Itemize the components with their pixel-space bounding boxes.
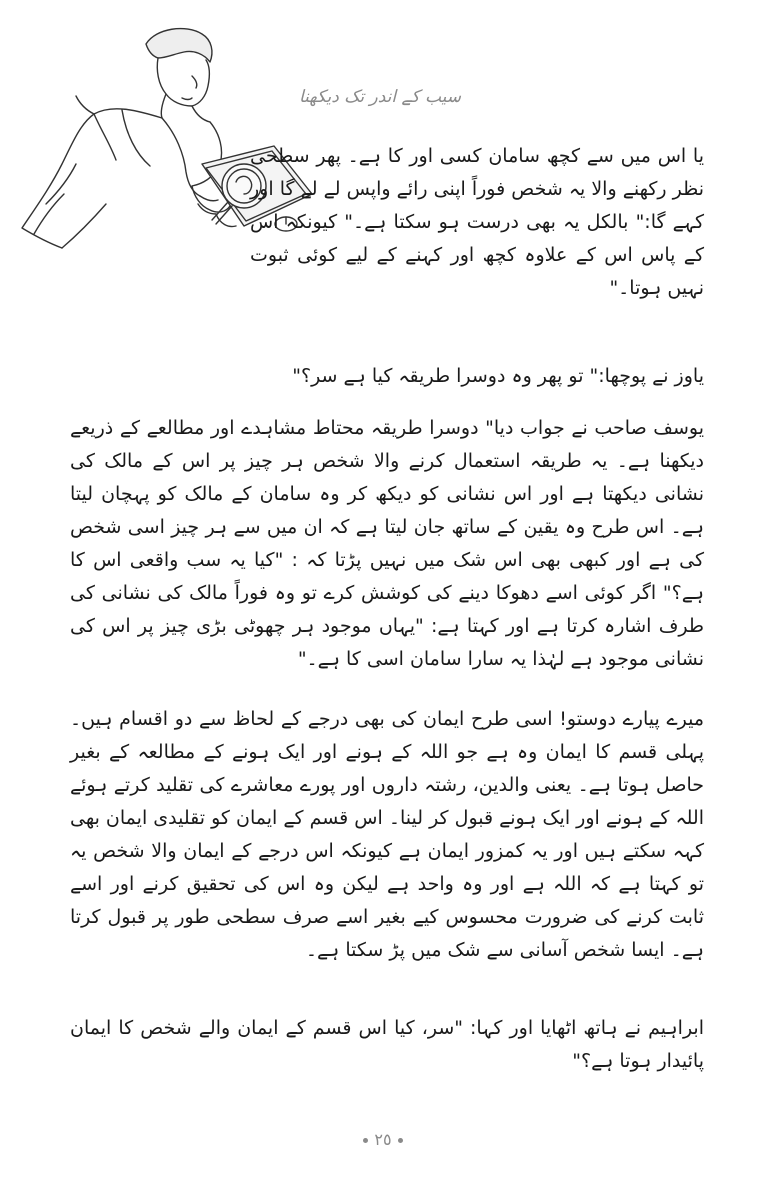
- page-number-value: ٢٥: [374, 1130, 392, 1149]
- paragraph-1: یا اس میں سے کچھ سامان کسی اور کا ہے۔ پھر سطحی نظر رکھنے والا یہ شخص فوراً اپنی رائے واپس لے لے گا اور کہے گا:" بالکل یہ بھی درست ہو سکتا ہے۔" کیونکہ اس کے پاس اس کے علاوہ کچھ اور کہنے کے لیے کوئی ثبوت نہیں ہوتا۔": [250, 145, 704, 299]
- paragraph-4: میرے پیارے دوستو! اسی طرح ایمان کی بھی درجے کے لحاظ سے دو اقسام ہیں۔ پہلی قسم کا ایمان وہ ہے جو اللہ کے ہونے اور ایک ہونے کے مطالعہ کے بغیر حاصل ہوتا ہے۔ یعنی والدین، رشتہ داروں اور پورے معاشرے کی تقلید کرتے ہوئے اللہ کے ہونے اور ایک ہونے قبول کر لینا۔ اس قسم کے ایمان کو تقلیدی ایمان بھی کہہ سکتے ہیں اور یہ کمزور ایمان ہے کیونکہ اس درجے کے ایمان والا شخص یہ تو کہتا ہے کہ اللہ ہے اور وہ واحد ہے لیکن وہ اس کی تحقیق کرنے اور اسے ثابت کرنے کی ضرورت محسوس کیے بغیر اسے صرف سطحی طور پر قبول کرتا ہے۔ ایسا شخص آسانی سے شک میں پڑ سکتا ہے۔: [70, 708, 704, 961]
- dot-right-icon: [363, 1138, 368, 1143]
- dot-left-icon: [398, 1138, 403, 1143]
- running-header-title: سیب کے اندر تک دیکھنا: [298, 87, 462, 107]
- page-number: [333, 1130, 433, 1149]
- paragraph-2: یاوز نے پوچھا:" تو پھر وہ دوسرا طریقہ کیا ہے سر؟": [292, 365, 704, 387]
- paragraph-3: یوسف صاحب نے جواب دیا" دوسرا طریقہ محتاط مشاہدے اور مطالعے کے ذریعے دیکھنا ہے۔ یہ طریقہ استعمال کرنے والا شخص ہر چیز پر اس کے مالک کی نشانی دیکھتا ہے اور اس نشانی کو دیکھ کر وہ سامان کے مالک کو پہچان لیتا ہے۔ اس طرح وہ یقین کے ساتھ جان لیتا ہے کہ ان میں سے ہر چیز اسی شخص کی ہے اور کبھی بھی اس شک میں نہیں پڑتا کہ : "کیا یہ سب واقعی اس کا ہے؟" اگر کوئی اسے دھوکا دینے کی کوشش کرے تو وہ فوراً مالک کی نشانی کی طرف اشارہ کرتا ہے اور کہتا ہے: "یہاں موجود ہر چھوٹی بڑی چیز پر اس کی نشانی موجود ہے لہٰذا یہ سارا سامان اسی کا ہے۔": [70, 417, 704, 670]
- paragraph-5: ابراہیم نے ہاتھ اٹھایا اور کہا: "سر، کیا اس قسم کے ایمان والے شخص کا ایمان پائیدار ہوتا ہے؟": [70, 1017, 704, 1072]
